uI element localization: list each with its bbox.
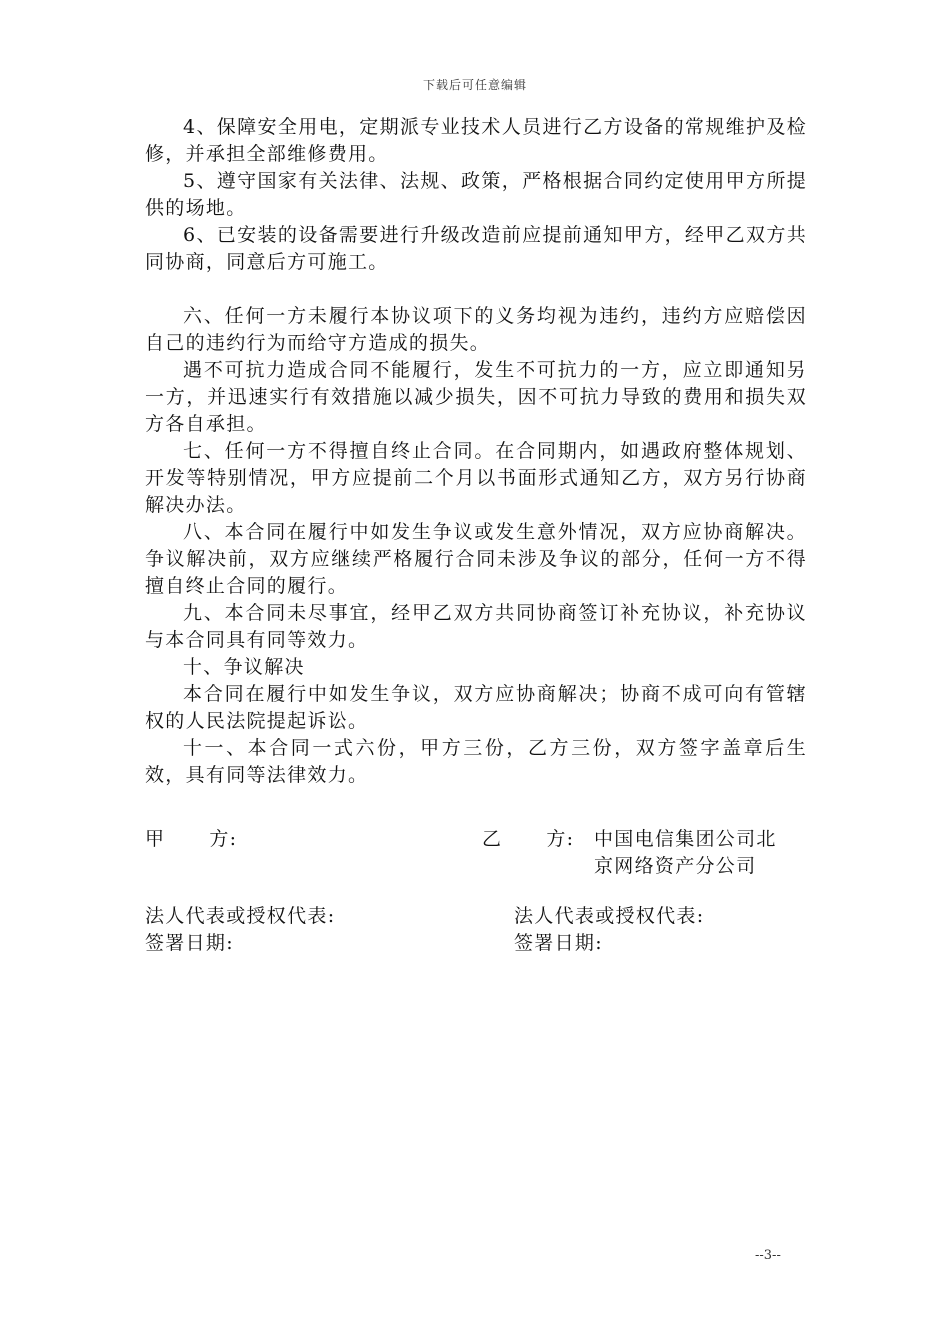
clause-paragraph: 4、保障安全用电，定期派专业技术人员进行乙方设备的常规维护及检修，并承担全部维修费用。 [145, 116, 807, 165]
party-b-label [482, 826, 574, 853]
party-b-date-label: 签署日期: [514, 932, 603, 954]
party-b-name: 中国电信集团公司北京网络资产分公司 [594, 828, 777, 877]
page-header: 下载后可任意编辑 [422, 78, 527, 92]
party-b-label-char1: 乙 [482, 828, 503, 850]
party-b-label-char2: 方: [546, 828, 575, 850]
clause-paragraph: 十一、本合同一式六份，甲方三份，乙方三份，双方签字盖章后生效，具有同等法律效力。 [145, 737, 807, 786]
clause-paragraph: 九、本合同未尽事宜，经甲乙双方共同协商签订补充协议，补充协议与本合同具有同等效力。 [145, 602, 807, 651]
clause-paragraph: 5、遵守国家有关法律、法规、政策，严格根据合同约定使用甲方所提供的场地。 [145, 170, 807, 219]
clause-paragraph: 六、任何一方未履行本协议项下的义务均视为违约，违约方应赔偿因自己的违约行为而给守方造成的损失。 [145, 305, 807, 354]
clause-paragraph: 八、本合同在履行中如发生争议或发生意外情况，双方应协商解决。争议解决前，双方应继续严格履行合同未涉及争议的部分，任何一方不得擅自终止合同的履行。 [145, 521, 807, 597]
contract-body [145, 114, 807, 789]
clause-paragraph: 七、任何一方不得擅自终止合同。在合同期内，如遇政府整体规划、开发等特别情况，甲方应提前二个月以书面形式通知乙方，双方另行协商解决办法。 [145, 440, 807, 516]
party-a-date-label: 签署日期: [145, 932, 234, 954]
party-a-label [145, 826, 237, 853]
clause-paragraph: 遇不可抗力造成合同不能履行，发生不可抗力的一方，应立即通知另一方，并迅速实行有效措施以减少损失，因不可抗力导致的费用和损失双方各自承担。 [145, 359, 807, 435]
party-a-label-char1: 甲 [145, 828, 166, 850]
clause-paragraph: 本合同在履行中如发生争议，双方应协商解决；协商不成可向有管辖权的人民法院提起诉讼。 [145, 683, 807, 732]
party-b-rep-label: 法人代表或授权代表: [514, 905, 705, 927]
clause-paragraph: 6、已安装的设备需要进行升级改造前应提前通知甲方，经甲乙双方共同协商，同意后方可施工。 [145, 224, 807, 273]
page-number: --3-- [755, 1248, 781, 1263]
party-a-rep-label: 法人代表或授权代表: [145, 905, 336, 927]
party-a-label-char2: 方: [209, 828, 238, 850]
clause-paragraph: 十、争议解决 [183, 656, 305, 678]
